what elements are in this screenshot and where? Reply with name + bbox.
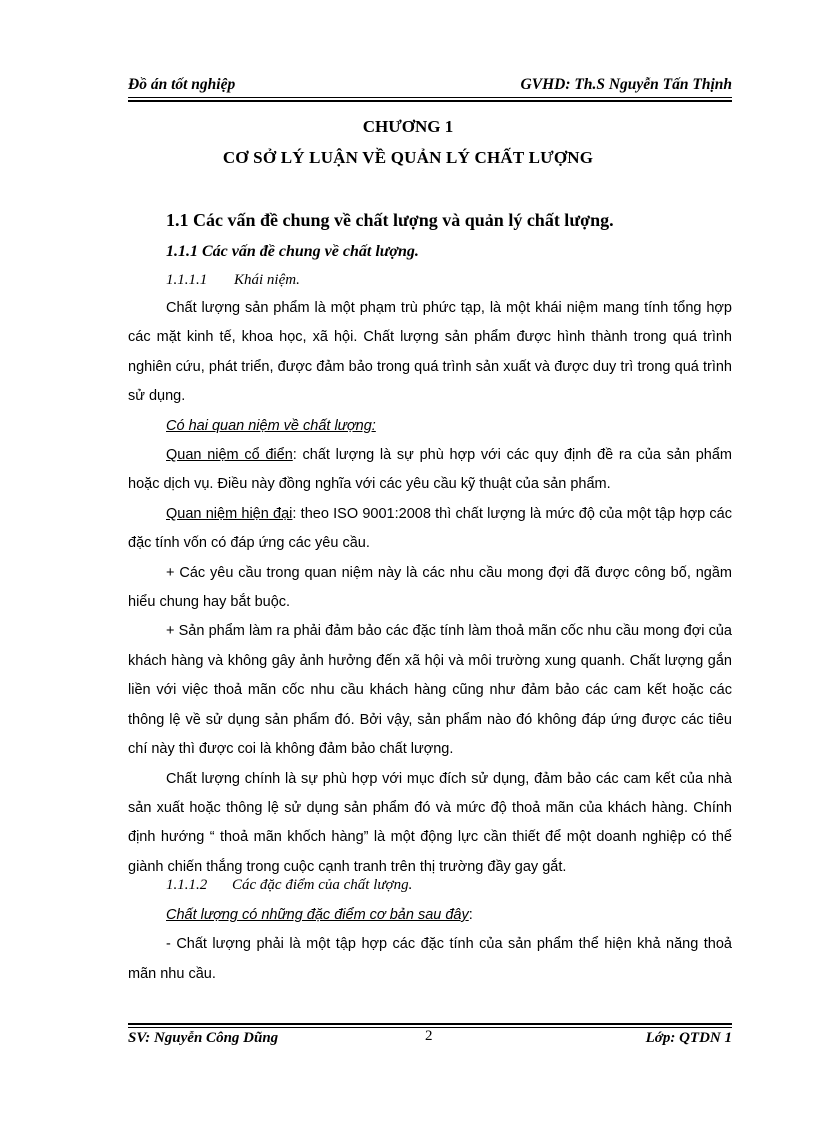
sub2-heading <box>166 877 412 894</box>
paragraph-heading <box>128 901 732 930</box>
quan-niem-heading: Có hai quan niệm về chất lượng: <box>166 417 376 434</box>
subsection-heading: 1.1.1 Các vấn đề chung về chất lượng. <box>166 243 419 260</box>
header-left: Đồ án tốt nghiệp <box>128 76 236 93</box>
sub1-title: Khái niệm. <box>234 272 300 288</box>
header-rule-thick <box>128 100 732 102</box>
classic-text: : chất lượng là sự phù hợp với các quy định đề ra của sản phẩm hoặc dịch vụ. Điều này đồng nghĩa với các yêu cầu kỹ thuật của sản phẩm. <box>128 447 732 493</box>
chapter-title: CƠ SỞ LÝ LUẬN VỀ QUẢN LÝ CHẤT LƯỢNG <box>222 148 594 167</box>
sub1-heading <box>166 272 300 289</box>
page-number: 2 <box>425 1028 433 1044</box>
header-right: GVHD: Th.S Nguyễn Tấn Thịnh <box>520 76 732 93</box>
footer-right: Lớp: QTDN 1 <box>645 1030 732 1046</box>
body-text-2 <box>128 901 732 989</box>
paragraph-heading <box>128 412 732 441</box>
classic-label: Quan niệm cổ điển <box>166 447 293 464</box>
sub1-number: 1.1.1.1 <box>166 272 208 288</box>
chapter-number: CHƯƠNG 1 <box>362 117 454 136</box>
footer-left: SV: Nguyễn Công Dũng <box>128 1030 279 1046</box>
body-text <box>128 294 732 882</box>
sub2-title: Các đặc điểm của chất lượng. <box>232 877 413 893</box>
footer-rule-thick <box>128 1023 732 1025</box>
paragraph <box>128 500 732 559</box>
paragraph: Chất lượng sản phẩm là một phạm trù phức tạp, là một khái niệm mang tính tổng hợp các mặt kinh tế, khoa học, xã hội. Chất lượng sản phẩm được hình thành trong quá trình nghiên cứu, phát triển, được đảm bảo trong quá trình sản xuất và được duy trì trong quá trình sử dụng. <box>128 300 732 405</box>
header-rule-thin <box>128 97 732 98</box>
sub2-number: 1.1.1.2 <box>166 877 208 893</box>
paragraph <box>128 441 732 500</box>
colon: : <box>468 907 473 923</box>
modern-label: Quan niệm hiện đại <box>166 505 293 522</box>
paragraph: Chất lượng chính là sự phù hợp với mục đích sử dụng, đảm bảo các cam kết của nhà sản xuất hoặc thông lệ sử dụng sản phẩm đó và mức độ thoả mãn của khách hàng. Chính định hướng “ thoả mãn khốch hàng” là một động lực cần thiết để một doanh nghiệp có thể giành chiến thắng trong cuộc cạnh tranh trên thị trường đầy gay gắt. <box>128 770 732 875</box>
paragraph: - Chất lượng phải là một tập hợp các đặc tính của sản phẩm thể hiện khả năng thoả mãn nhu cầu. <box>128 936 732 982</box>
modern-text: : theo ISO 9001:2008 thì chất lượng là mức độ của một tập hợp các đặc tính vốn có đáp ứng các yêu cầu. <box>128 505 732 552</box>
paragraph: + Các yêu cầu trong quan niệm này là các nhu cầu mong đợi đã được công bố, ngầm hiểu chung hay bắt buộc. <box>128 564 732 611</box>
features-heading: Chất lượng có những đặc điểm cơ bản sau đây <box>166 907 469 923</box>
paragraph: + Sản phẩm làm ra phải đảm bảo các đặc tính làm thoả mãn cốc nhu cầu mong đợi của khách hàng và không gây ảnh hưởng đến xã hội và môi trường xung quanh. Chất lượng gắn liền với việc thoả mãn cốc nhu cầu khách hàng cũng như đảm bảo các cam kết hoặc các thông lệ về sử dụng sản phẩm đó. Bởi vậy, sản phẩm nào đó không đáp ứng được các tiêu chí này thì được coi là không đảm bảo chất lượng. <box>128 623 732 758</box>
section-heading: 1.1 Các vấn đề chung về chất lượng và quản lý chất lượng. <box>166 210 614 230</box>
